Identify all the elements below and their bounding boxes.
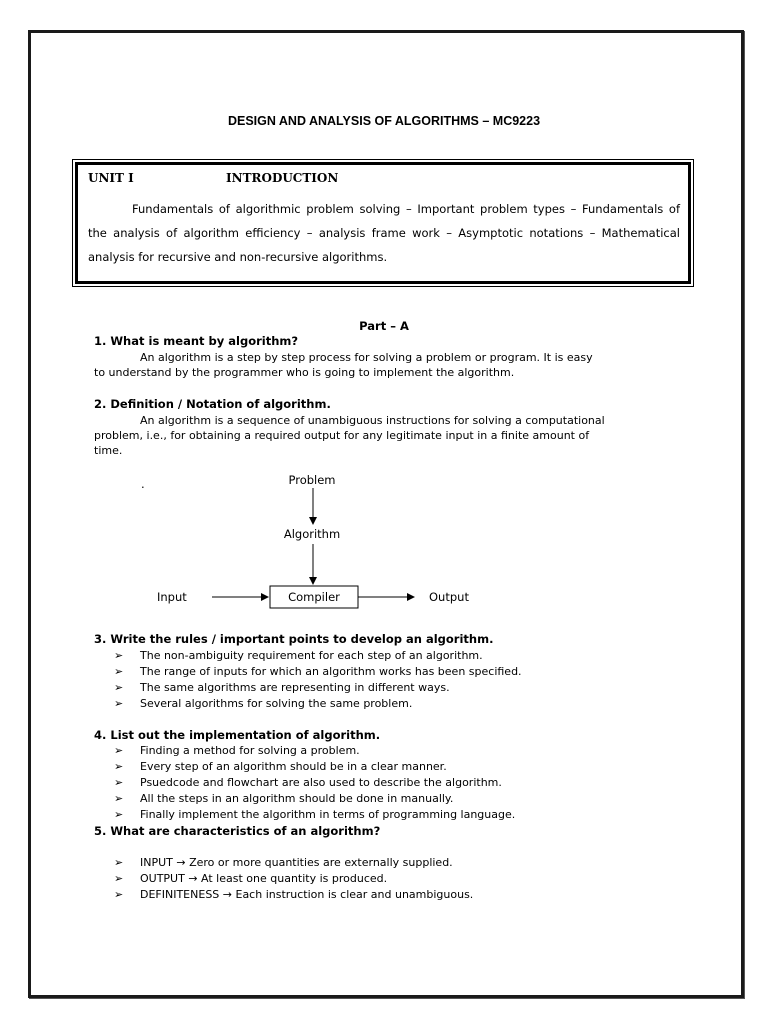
list-item: ➢ INPUT → Zero or more quantities are externally supplied. (114, 856, 453, 869)
list-item: ➢ DEFINITENESS → Each instruction is clear and unambiguous. (114, 888, 474, 901)
answer-2-line-3: time. (94, 444, 123, 457)
unit-syllabus: Fundamentals of algorithmic problem solving – Important problem types – Fundamentals of the analysis of algorithm efficiency – analysis frame work – Asymptotic notations – Mathematical analysis for recursive and non-recursive algorithms. (88, 202, 680, 264)
diagram-dot: . (141, 477, 145, 491)
diagram-problem-label: Problem (288, 473, 336, 487)
answer-1-line-2: to understand by the programmer who is going to implement the algorithm. (94, 366, 515, 379)
answer-1 (94, 350, 690, 380)
answer-2-line-1: An algorithm is a sequence of unambiguous instructions for solving a computational (140, 414, 605, 427)
arrow-bullet-icon: ➢ (114, 872, 124, 885)
answer-2-line-2: problem, i.e., for obtaining a required output for any legitimate input in a finite amount of (94, 429, 590, 442)
list-item: ➢ The same algorithms are representing in different ways. (114, 681, 450, 694)
question-2: 2. Definition / Notation of algorithm. (94, 397, 331, 411)
list-item: ➢ All the steps in an algorithm should be done in manually. (114, 792, 454, 805)
question-1: 1. What is meant by algorithm? (94, 334, 299, 348)
answer-2 (94, 413, 690, 458)
arrow-bullet-icon: ➢ (114, 649, 124, 662)
arrow-bullet-icon: ➢ (114, 808, 124, 821)
list-item: ➢ Finally implement the algorithm in terms of programming language. (114, 808, 516, 821)
question-3: 3. Write the rules / important points to develop an algorithm. (94, 632, 494, 646)
question-5-list (114, 855, 473, 903)
arrow-bullet-icon: ➢ (114, 792, 124, 805)
unit-name: INTRODUCTION (226, 171, 339, 185)
list-item: ➢ The non-ambiguity requirement for each step of an algorithm. (114, 649, 483, 662)
diagram-algorithm-label: Algorithm (283, 527, 341, 541)
document-title: DESIGN AND ANALYSIS OF ALGORITHMS – MC9223 (227, 114, 541, 128)
arrow-bullet-icon: ➢ (114, 760, 124, 773)
arrow-bullet-icon: ➢ (114, 665, 124, 678)
arrow-bullet-icon: ➢ (114, 888, 124, 901)
question-5: 5. What are characteristics of an algorithm? (94, 824, 381, 838)
question-4: 4. List out the implementation of algorithm. (94, 728, 381, 742)
diagram-compiler-label: Compiler (288, 590, 340, 604)
arrow-bullet-icon: ➢ (114, 856, 124, 869)
unit-heading (88, 171, 680, 193)
list-item: ➢ The range of inputs for which an algorithm works has been specified. (114, 665, 522, 678)
diagram-input-label: Input (157, 590, 187, 604)
list-item: ➢ Several algorithms for solving the same problem. (114, 697, 413, 710)
question-4-list (114, 743, 515, 823)
arrow-bullet-icon: ➢ (114, 776, 124, 789)
list-item: ➢ Psuedcode and flowchart are also used to describe the algorithm. (114, 776, 502, 789)
unit-box (72, 159, 694, 287)
arrow-bullet-icon: ➢ (114, 681, 124, 694)
list-item: ➢ Finding a method for solving a problem. (114, 744, 360, 757)
question-3-list (114, 648, 522, 712)
list-item: ➢ Every step of an algorithm should be in a clear manner. (114, 760, 447, 773)
list-item: ➢ OUTPUT → At least one quantity is produced. (114, 872, 388, 885)
arrow-bullet-icon: ➢ (114, 697, 124, 710)
algorithm-diagram (0, 460, 768, 620)
arrow-bullet-icon: ➢ (114, 744, 124, 757)
diagram-output-label: Output (429, 590, 469, 604)
part-heading: Part – A (359, 319, 409, 333)
answer-1-line-1: An algorithm is a step by step process for solving a problem or program. It is easy (140, 351, 593, 364)
unit-number: UNIT I (88, 171, 134, 185)
